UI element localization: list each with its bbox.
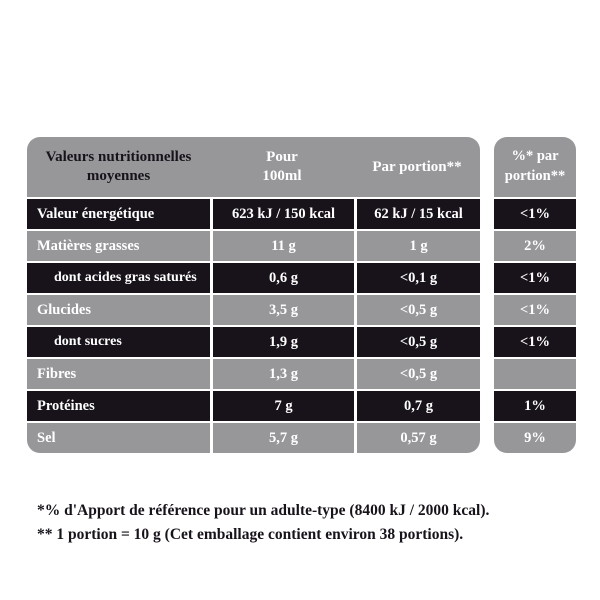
row-label: Glucides [37, 301, 91, 318]
percent-value [494, 359, 576, 389]
per-100ml-value: 0,6 g [210, 263, 354, 293]
row-label: Fibres [37, 365, 77, 382]
header-per-portion: Par portion** [372, 158, 462, 175]
table-row [27, 359, 480, 389]
per-portion-value: 0,7 g [354, 391, 480, 421]
per-100ml-value: 11 g [210, 231, 354, 261]
percent-header-line1: %* par [511, 148, 559, 165]
percent-column-header [494, 137, 576, 197]
percent-value: <1% [494, 199, 576, 229]
header-per-100ml-line2: 100ml [262, 168, 302, 184]
main-table [27, 137, 480, 453]
header-average-nutritional-values: Valeurs nutritionnelles moyennes [45, 149, 192, 184]
per-100ml-value: 7 g [210, 391, 354, 421]
per-portion-value: <0,5 g [354, 359, 480, 389]
table-row [27, 231, 480, 261]
per-100ml-value: 5,7 g [210, 423, 354, 453]
header-per-100ml [210, 148, 354, 187]
table-row [27, 327, 480, 357]
percent-value: <1% [494, 295, 576, 325]
footnotes [37, 499, 489, 547]
percent-value: <1% [494, 327, 576, 357]
percent-header-line2: portion** [504, 168, 566, 184]
percent-column [494, 137, 576, 453]
percent-value: 1% [494, 391, 576, 421]
per-100ml-value: 1,3 g [210, 359, 354, 389]
table-body [27, 199, 480, 453]
per-100ml-value: 1,9 g [210, 327, 354, 357]
table-row [27, 263, 480, 293]
per-portion-value: 1 g [354, 231, 480, 261]
per-portion-value: <0,5 g [354, 295, 480, 325]
table-row [27, 295, 480, 325]
table-row [27, 199, 480, 229]
per-portion-value: <0,1 g [354, 263, 480, 293]
row-label: dont sucres [54, 334, 122, 349]
header-per-100ml-line1: Pour [266, 148, 298, 165]
percent-value: <1% [494, 263, 576, 293]
row-label: dont acides gras saturés [54, 270, 197, 285]
table-row [27, 423, 480, 453]
per-portion-value: 0,57 g [354, 423, 480, 453]
per-100ml-value: 623 kJ / 150 kcal [210, 199, 354, 229]
table-row [27, 391, 480, 421]
row-label: Matières grasses [37, 237, 140, 254]
percent-column-body [494, 199, 576, 453]
per-100ml-value: 3,5 g [210, 295, 354, 325]
footnote-portion-size: ** 1 portion = 10 g (Cet emballage contient environ 38 portions). [37, 526, 464, 543]
percent-value: 9% [494, 423, 576, 453]
per-portion-value: <0,5 g [354, 327, 480, 357]
percent-value: 2% [494, 231, 576, 261]
per-portion-value: 62 kJ / 15 kcal [354, 199, 480, 229]
nutrition-facts-label [27, 137, 576, 453]
row-label: Protéines [37, 397, 95, 414]
table-header-row [27, 137, 480, 197]
row-label: Valeur énergétique [37, 205, 155, 222]
footnote-reference-intake: *% d'Apport de référence pour un adulte-type (8400 kJ / 2000 kcal). [37, 502, 490, 519]
row-label: Sel [37, 429, 56, 446]
